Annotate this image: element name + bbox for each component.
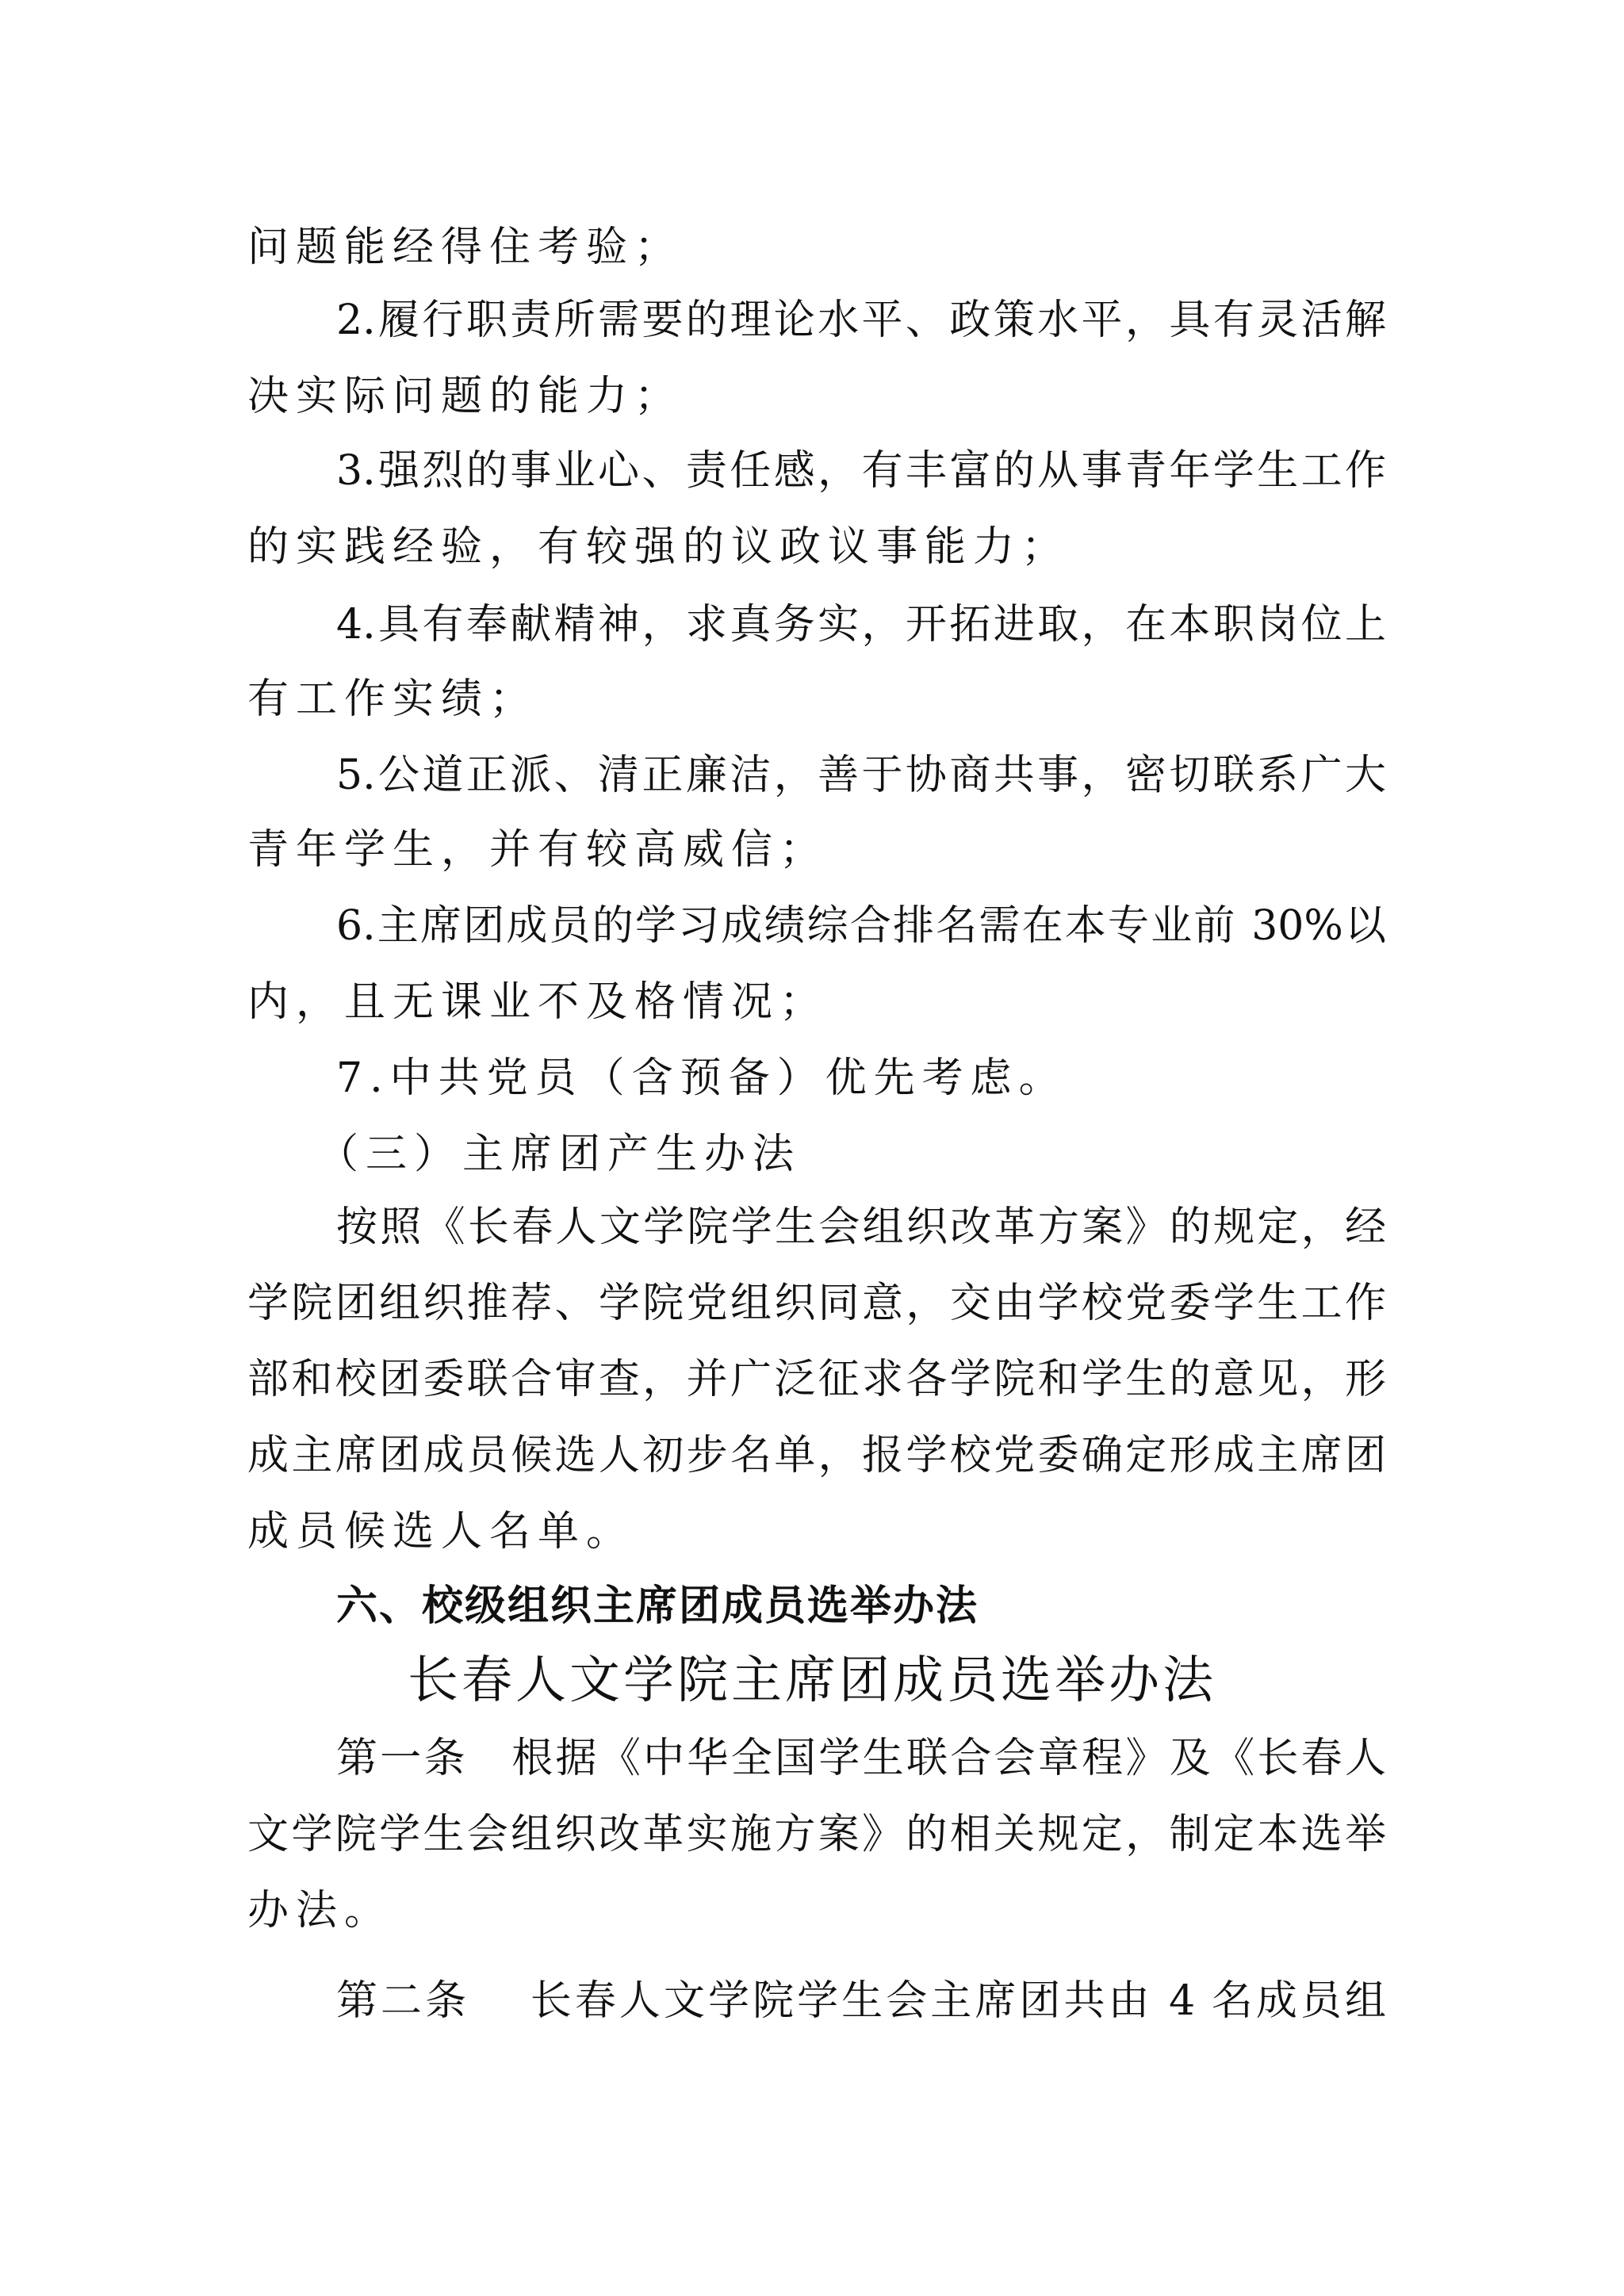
text-line-22: 文学院学生会组织改革实施方案》的相关规定，制定本选举 — [247, 1811, 1386, 1858]
text-line-24: 第二条 长春人文学院学生会主席团共由 4 名成员组 — [336, 1977, 1386, 2025]
text-line-15: 学院团组织推荐、学院党组织同意，交由学校党委学生工作 — [247, 1280, 1386, 1327]
text-line-3: 决实际问题的能力； — [247, 373, 684, 420]
text-line-11: 内，且无课业不及格情况； — [247, 978, 829, 1026]
text-line-16: 部和校团委联合审查，并广泛征求各学院和学生的意见，形 — [247, 1356, 1386, 1403]
text-line-12: 7.中共党员（含预备）优先考虑。 — [336, 1054, 1067, 1102]
text-line-21: 第一条 根据《中华全国学生联合会章程》及《长春人 — [336, 1735, 1386, 1782]
text-line-2: 2.履行职责所需要的理论水平、政策水平，具有灵活解 — [336, 297, 1386, 344]
text-line-9: 青年学生，并有较高威信； — [247, 826, 829, 874]
document-title: 长春人文学院主席团成员选举办法 — [408, 1651, 1216, 1710]
text-line-1: 问题能经得住考验； — [247, 224, 684, 271]
text-line-5: 的实践经验，有较强的议政议事能力； — [247, 523, 1071, 571]
text-line-4: 3.强烈的事业心、责任感，有丰富的从事青年学生工作 — [336, 447, 1386, 495]
text-line-23: 办法。 — [247, 1887, 393, 1934]
text-line-6: 4.具有奉献精神，求真务实，开拓进取，在本职岗位上 — [336, 601, 1386, 649]
text-line-14: 按照《长春人文学院学生会组织改革方案》的规定，经 — [336, 1203, 1386, 1251]
text-line-17: 成主席团成员候选人初步名单，报学校党委确定形成主席团 — [247, 1432, 1386, 1479]
section-heading-6: 六、校级组织主席团成员选举办法 — [336, 1582, 979, 1630]
section-heading-3: （三）主席团产生办法 — [317, 1131, 802, 1178]
text-line-7: 有工作实绩； — [247, 675, 538, 723]
text-line-10: 6.主席团成员的学习成绩综合排名需在本专业前 30%以 — [336, 902, 1386, 950]
text-line-18: 成员候选人名单。 — [247, 1508, 635, 1556]
text-line-8: 5.公道正派、清正廉洁，善于协商共事，密切联系广大 — [336, 752, 1386, 799]
